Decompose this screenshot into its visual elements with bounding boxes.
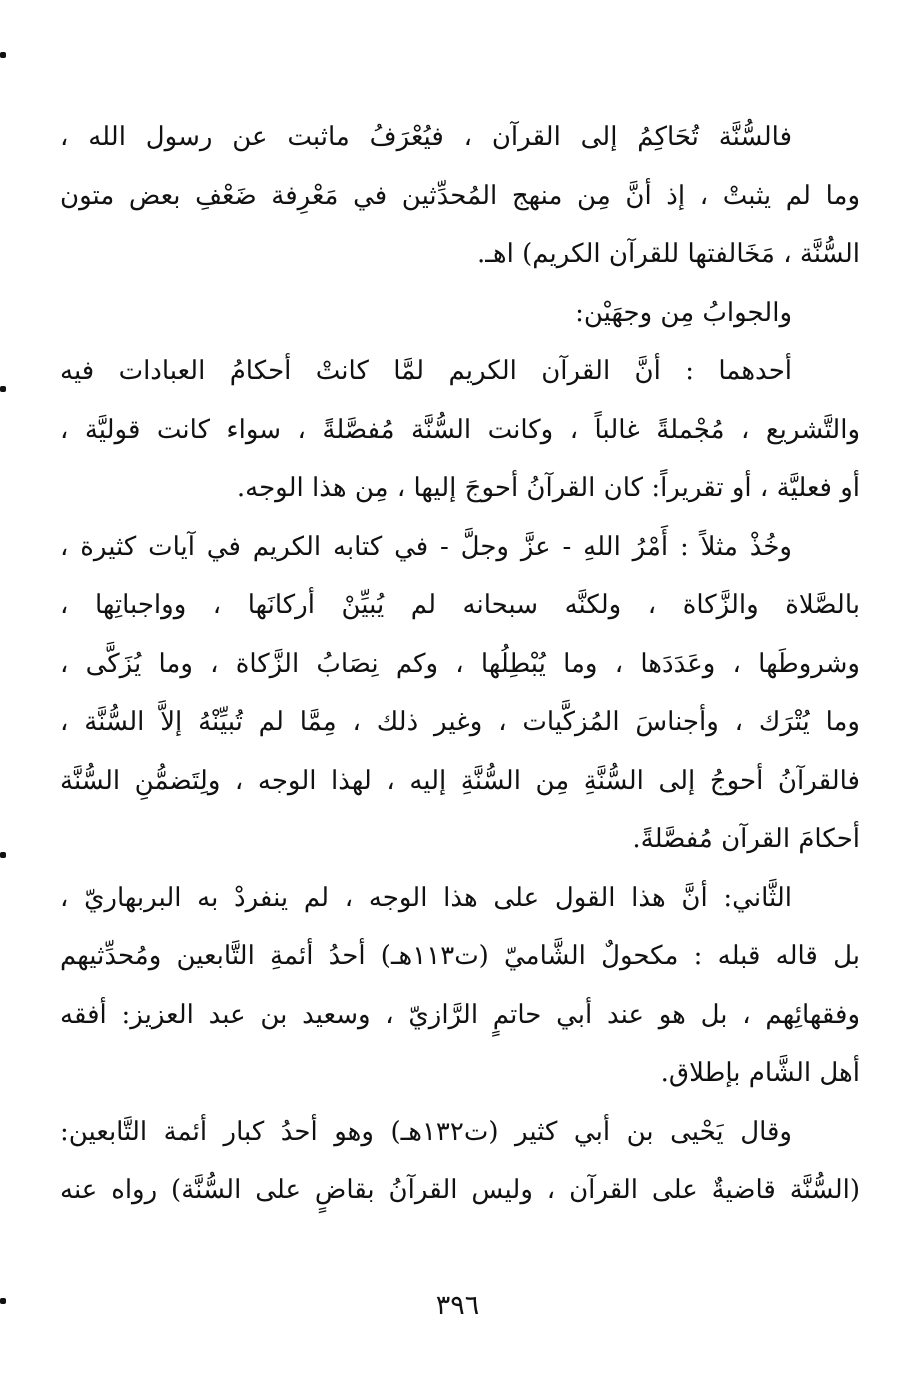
- text-line: فالقرآنُ أحوجُ إلى السُّنَّةِ مِن السُّنَّةِ إليه ، لهذا الوجه ، ولِتَضمُّنِ السُّنَّة: [60, 765, 860, 796]
- scan-edge-mark: [0, 852, 6, 858]
- body-text: [60, 108, 860, 1220]
- text-line: أهل الشَّام بإطلاق.: [660, 1058, 860, 1088]
- page-number: ٣٩٦: [435, 1290, 480, 1321]
- section-heading: والجوابُ مِن وجهَيْن:: [575, 297, 792, 328]
- text-line: بالصَّلاة والزَّكاة ، ولكنَّه سبحانه لم يُبيِّنْ أركانَها ، وواجباتِها ،: [60, 590, 860, 620]
- text-line: وخُذْ مثلاً : أَمْرُ اللهِ - عزَّ وجلَّ - في كتابه الكريم في آيات كثيرة ،: [60, 531, 792, 562]
- text-line: السُّنَّة ، مَخَالفتها للقرآن الكريم) اهـ.: [477, 239, 860, 269]
- scan-edge-mark: [0, 386, 6, 392]
- text-line: أو فعليَّة ، أو تقريراً: كان القرآنُ أحوجَ إليها ، مِن هذا الوجه.: [236, 473, 860, 503]
- text-line: (السُّنَّة قاضيةٌ على القرآن ، وليس القرآنُ بقاضٍ على السُّنَّة) رواه عنه: [60, 1175, 860, 1205]
- text-line: فالسُّنَّة تُحَاكِمُ إلى القرآن ، فيُعْرَفُ ماثبت عن رسول الله ،: [60, 122, 792, 152]
- text-line: وما يُتْرَك ، وأجناسَ المُزكَّيات ، وغير ذلك ، مِمَّا لم تُبيِّنْهُ إلاَّ السُّنَّة ،: [60, 707, 860, 737]
- text-line: وفقهائِهم ، بل هو عند أبي حاتمٍ الرَّازيّ ، وسعيد بن عبد العزيز: أفقه: [60, 999, 860, 1030]
- text-line: أحدهما : أنَّ القرآن الكريم لمَّا كانتْ أحكامُ العبادات فيه: [60, 356, 792, 386]
- text-line: بل قاله قبله : مكحولٌ الشَّاميّ (ت١١٣هـ) أحدُ أئمةِ التَّابعين ومُحدِّثيهم: [60, 941, 860, 971]
- scan-edge-mark: [0, 52, 6, 58]
- text-line: الثَّاني: أنَّ هذا القول على هذا الوجه ، لم ينفردْ به البربهاريّ ،: [60, 882, 792, 913]
- text-line: وشروطَها ، وعَدَدَها ، وما يُبْطِلُها ، وكم نِصَابُ الزَّكاة ، وما يُزَكَّى ،: [60, 648, 860, 679]
- text-line: والتَّشريع ، مُجْملةً غالباً ، وكانت السُّنَّة مُفصَّلةً ، سواء كانت قوليَّة ،: [60, 414, 860, 445]
- text-line: أحكامَ القرآن مُفصَّلةً.: [632, 824, 860, 854]
- text-line: وقال يَحْيى بن أبي كثير (ت١٣٢هـ) وهو أحدُ كبار أئمة التَّابعين:: [60, 1116, 792, 1147]
- text-line: وما لم يثبتْ ، إذ أنَّ مِن منهج المُحدِّثين في مَعْرِفة ضَعْفِ بعض متون: [60, 180, 860, 211]
